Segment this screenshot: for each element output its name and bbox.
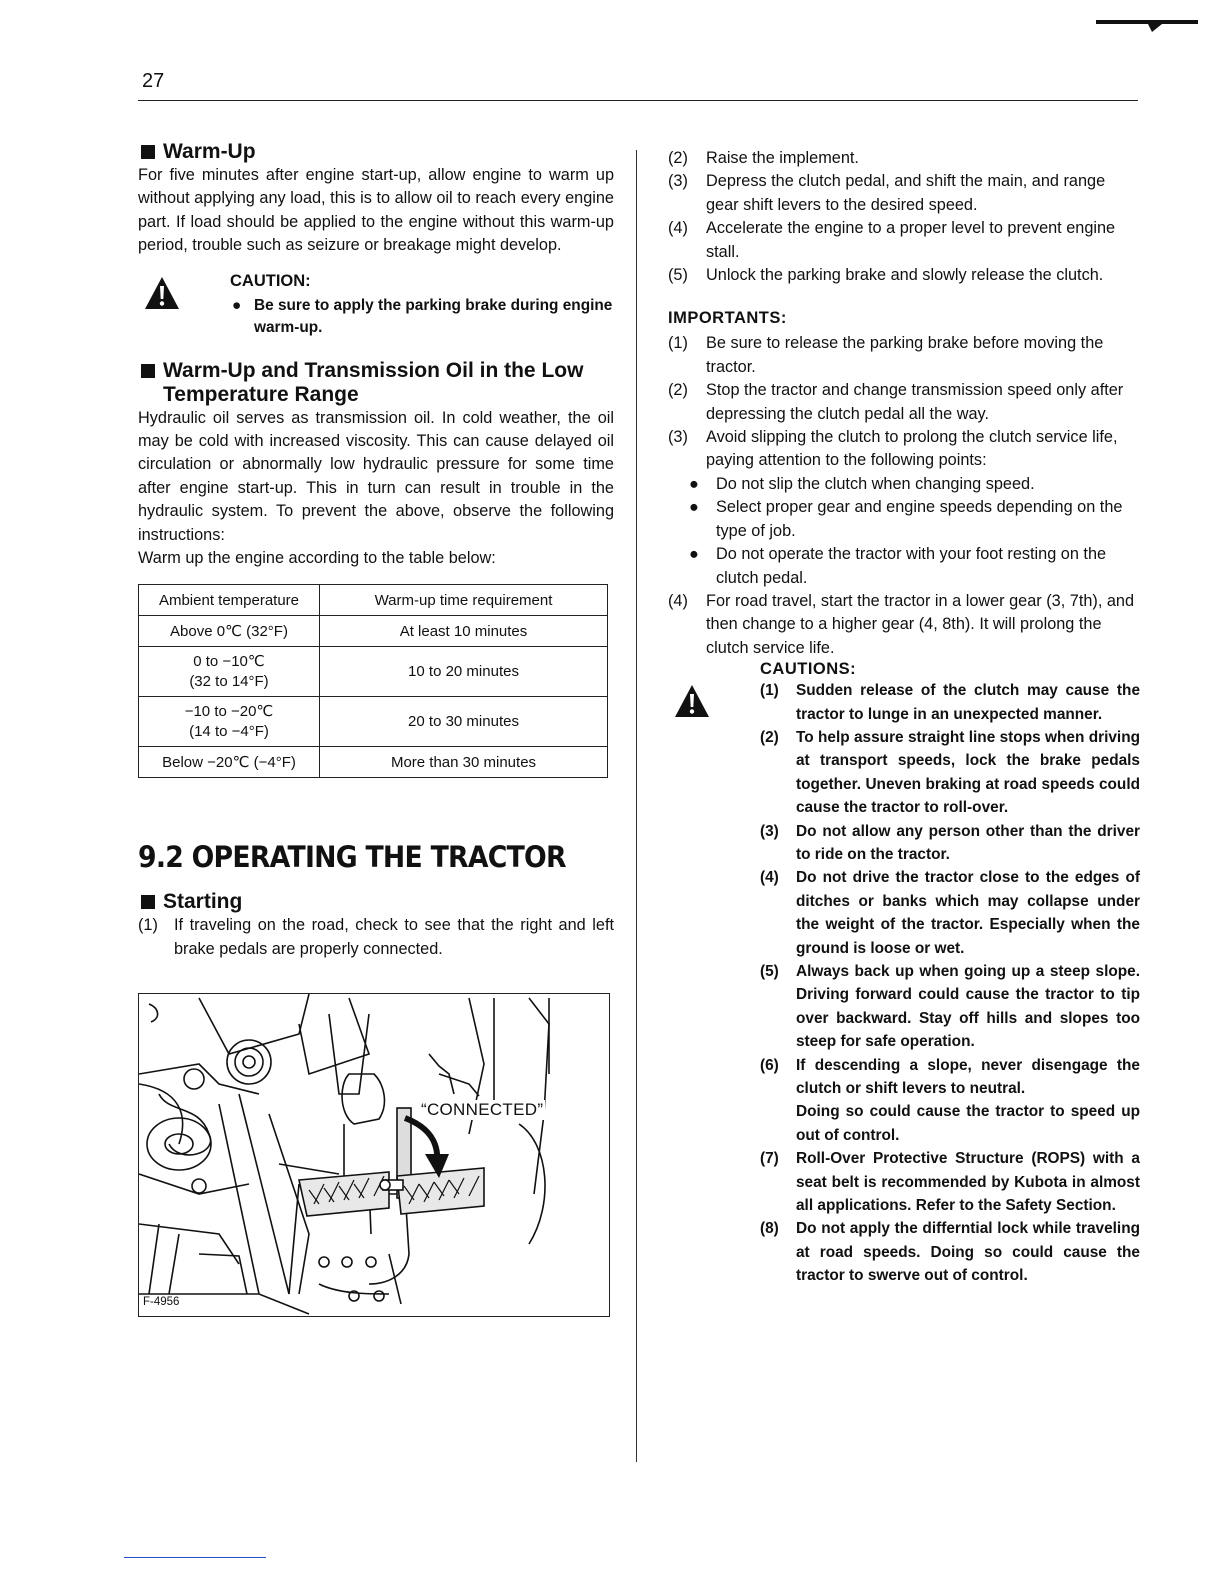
column-divider [636,150,637,1462]
table-cell-time: More than 30 minutes [320,747,608,778]
important-item: (4) For road travel, start the tractor in a lower gear (3, 7th), and then change to a higher gear (4, 8th). It will prolong the clutch service life. [668,591,1135,657]
warning-triangle-icon [674,684,710,718]
section-square-icon [141,145,155,159]
table-row [139,697,608,747]
table-row [139,616,608,647]
step-item: (5) Unlock the parking brake and slowly release the clutch. [668,266,1104,285]
footer-link-line [124,1557,266,1558]
caution-item: (4) Do not drive the tractor close to the edges of ditches or banks which may collapse under the weight of the tractor. Especially when the ground is loose or wet. [760,869,1140,957]
caution-item: (6) If descending a slope, never disengage the clutch or shift levers to neutral. [760,1056,1140,1098]
low-temp-body: Hydraulic oil serves as transmission oil. In cold weather, the oil may be cold with increased viscosity. This can cause delayed oil circulation or abnormally low hydraulic pressure for some time after engine start-up. This in turn can result in trouble in the hydraulic system. To prevent the above, observe the following instructions: [138,408,614,544]
step-item: (2) Raise the implement. [668,149,859,167]
caution-item: (2) To help assure straight line stops when driving at transport speeds, lock the brake pedals together. Uneven braking at road speeds could cause the tractor to roll-over. [760,728,1140,817]
table-cell-temp: Above 0℃ (32°F) [139,616,320,647]
caution-item: (7) Roll-Over Protective Structure (ROPS) with a seat belt is recommended by Kubota in almost all applications. Refer to the Safety Section. [760,1150,1140,1215]
cautions-title: CAUTIONS: [760,660,857,679]
bullet-icon: ● [689,474,699,493]
warmup-table [138,584,608,778]
caution-item: (3) Do not allow any person other than the driver to ride on the tractor. [760,822,1140,863]
right-column [668,147,1140,1288]
table-cell-time: At least 10 minutes [320,616,608,647]
table-row [139,647,608,697]
caution-item: (5) Always back up when going up a steep slope. Driving forward could cause the tractor to tip over backward. Stay off hills and slopes too steep for safe operation. [760,963,1140,1051]
bullet-icon: ● [689,498,699,517]
bullet-icon: ● [689,545,699,564]
important-item: (3) Avoid slipping the clutch to prolong the clutch service life, paying attention to the following points: [668,428,1118,470]
warmup-caution [138,272,614,339]
table-cell-time: 20 to 30 minutes [320,697,608,747]
important-item: (2) Stop the tractor and change transmission speed only after depressing the clutch pedal all the way. [668,381,1124,423]
section-square-icon [141,895,155,909]
low-temp-heading: Warm-Up and Transmission Oil in the Low Temperature Range [138,359,614,407]
low-temp-instruction: Warm up the engine according to the table below: [138,549,496,568]
clutch-point: ● Do not operate the tractor with your foot resting on the clutch pedal. [689,545,1107,587]
table-cell-temp: 0 to −10℃ (32 to 14°F) [139,647,320,697]
table-header: Warm-up time requirement [320,585,608,616]
important-item: (1) Be sure to release the parking brake before moving the tractor. [668,334,1104,376]
importants-title: IMPORTANTS: [668,309,787,328]
caution-item: Doing so could cause the tractor to speed up out of control. [796,1103,1140,1144]
table-row [139,747,608,778]
brake-pedal-figure [138,993,610,1317]
table-header-row [139,585,608,616]
warmup-heading: Warm-Up [138,140,614,164]
caution-title: CAUTION: [230,271,311,290]
step-item: (4) Accelerate the engine to a proper level to prevent engine stall. [668,219,1116,261]
page-number: 27 [142,70,165,92]
step-item: (3) Depress the clutch pedal, and shift the main, and range gear shift levers to the desired speed. [668,172,1106,214]
caution-item: (8) Do not apply the differntial lock while traveling at road speeds. Doing so could cause the tractor to swerve out of control. [760,1220,1140,1285]
table-cell-temp: −10 to −20℃ (14 to −4°F) [139,697,320,747]
section-square-icon [141,364,155,378]
warmup-body: For five minutes after engine start-up, allow engine to warm up without applying any load, this is to allow oil to reach every engine part. If load should be applied to the engine without this warm-up period, trouble such as seizure or breakage might develop. [138,166,614,255]
header-rule [138,100,1138,101]
clutch-point: ● Select proper gear and engine speeds depending on the type of job. [689,498,1123,540]
table-header: Ambient temperature [139,585,320,616]
table-cell-temp: Below −20℃ (−4°F) [139,747,320,778]
connected-callout: “CONNECTED” [421,1100,544,1120]
starting-step-1: (1) If traveling on the road, check to see that the right and left brake pedals are properly connected. [138,916,614,958]
chapter-title: 9.2 OPERATING THE TRACTOR [138,840,566,875]
table-cell-time: 10 to 20 minutes [320,647,608,697]
figure-id: F-4956 [143,1296,180,1309]
caution-item: (1) Sudden release of the clutch may cause the tractor to lunge in an unexpected manner. [760,682,1140,723]
caution-text: ● Be sure to apply the parking brake during engine warm-up. [232,296,613,336]
cautions-block [668,660,1140,1288]
warning-triangle-icon [144,276,180,310]
starting-heading: Starting [138,890,614,914]
clutch-point: ● Do not slip the clutch when changing speed. [668,473,1140,496]
left-column [138,140,614,1317]
brake-pedal-illustration [139,994,609,1316]
page-edge-arrow-icon [1096,14,1198,34]
bullet-icon: ● [232,296,242,314]
